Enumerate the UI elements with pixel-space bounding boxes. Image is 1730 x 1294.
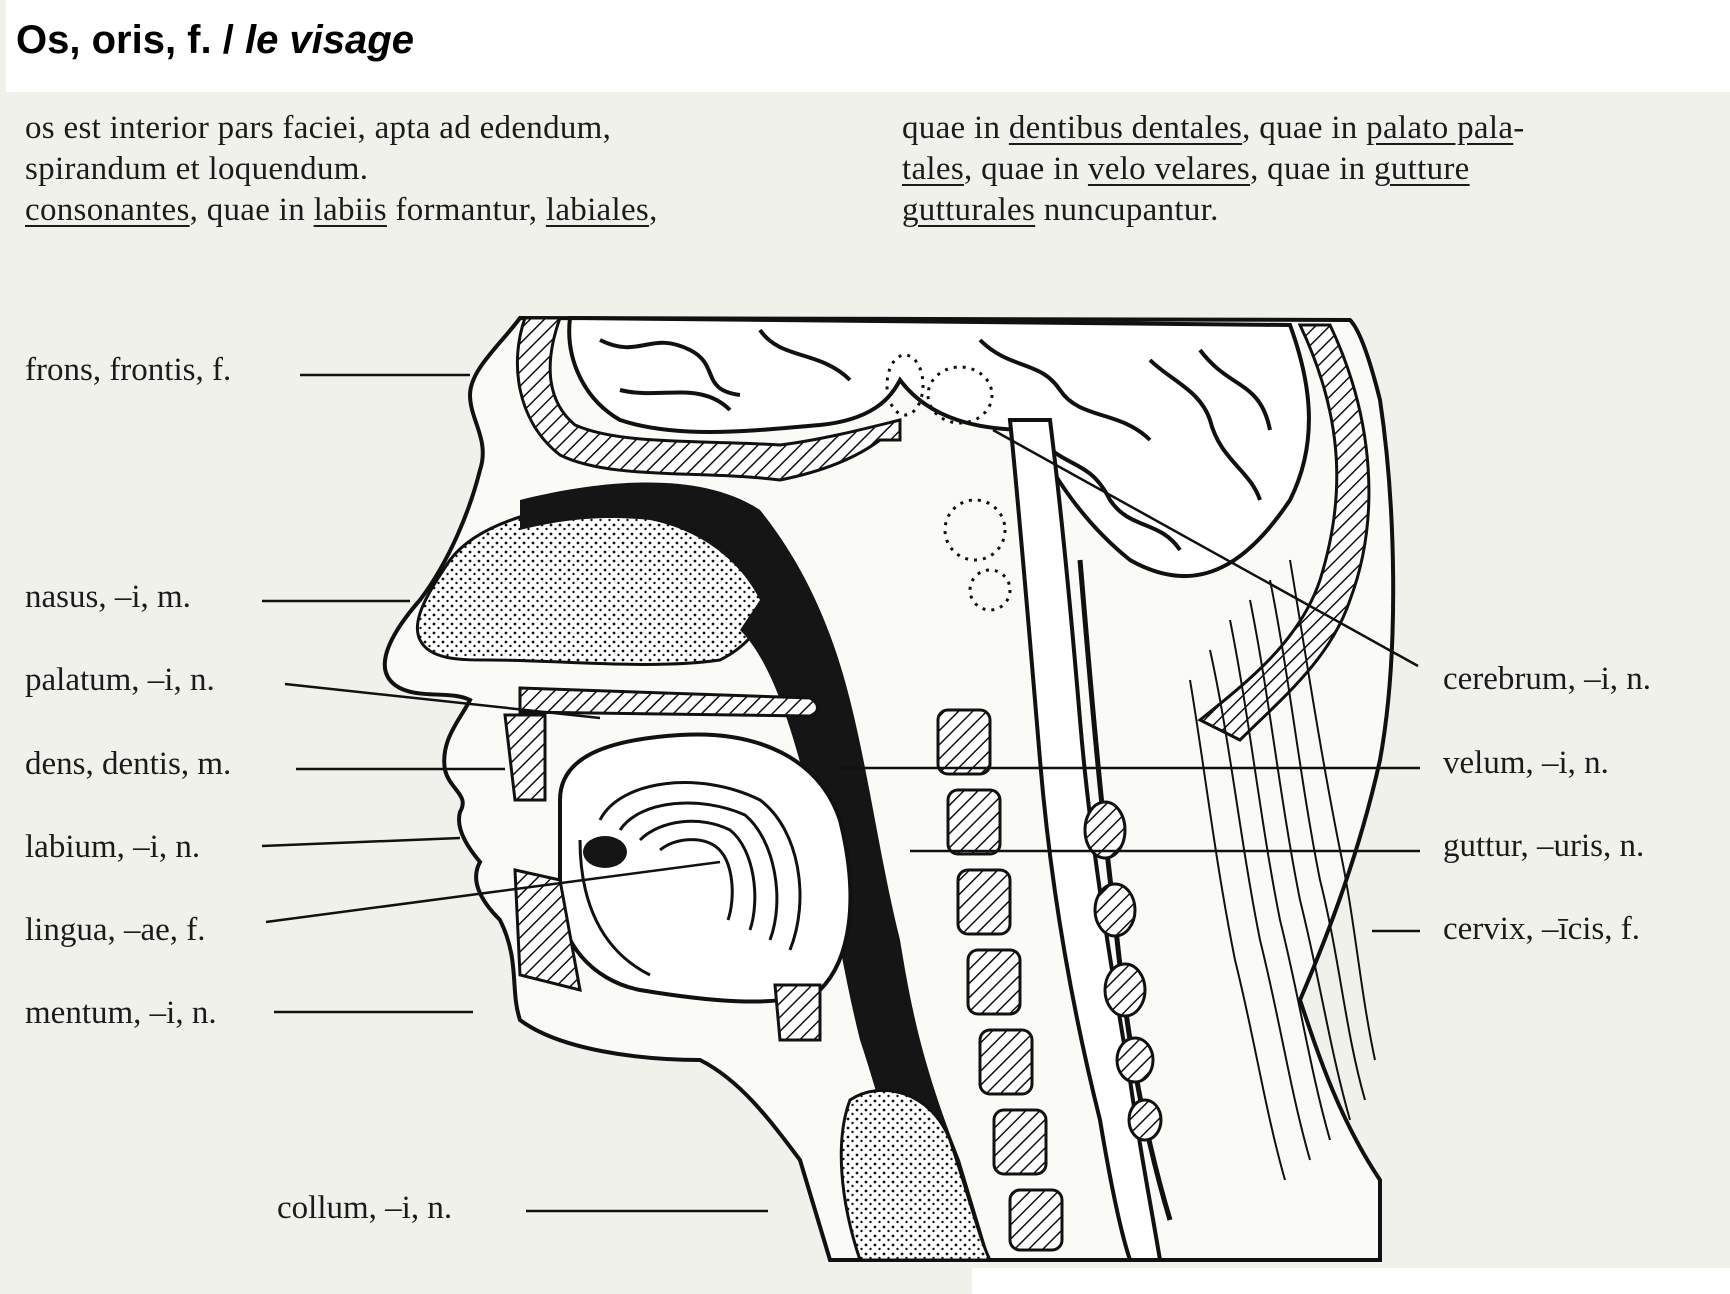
text-fragment: , quae in	[963, 151, 1088, 187]
label-palatum: palatum, –i, n.	[25, 662, 215, 698]
text-fragment: , quae in	[1250, 151, 1375, 187]
label-cervix: cervix, –īcis, f.	[1443, 911, 1641, 947]
label-frons: frons, frontis, f.	[25, 352, 232, 388]
text-fragment: nuncupantur.	[1035, 192, 1219, 228]
label-collum: collum, –i, n.	[277, 1190, 453, 1226]
intro-line-2: spirandum et loquendum.	[25, 151, 369, 187]
label-labium: labium, –i, n.	[25, 829, 201, 865]
title-main: Os, oris, f. /	[16, 18, 245, 62]
term-labiis: labiis	[313, 192, 387, 228]
leader-labium	[262, 838, 460, 846]
text-fragment: -	[1513, 110, 1525, 146]
text-fragment: formantur,	[386, 192, 546, 228]
label-lingua: lingua, –ae, f.	[25, 912, 206, 948]
term-gutturales: gutturales	[902, 192, 1036, 228]
term-tales: tales	[902, 151, 964, 187]
label-nasus: nasus, –i, m.	[25, 579, 191, 615]
tongue-tip	[583, 836, 627, 868]
term-labiales: labiales	[545, 192, 650, 228]
label-guttur: guttur, –uris, n.	[1443, 828, 1645, 864]
label-cerebrum: cerebrum, –i, n.	[1443, 661, 1652, 697]
term-palato-pala: palato pala	[1366, 110, 1514, 146]
tongue	[560, 734, 850, 1001]
text-fragment: ,	[649, 192, 658, 228]
illustration-group	[385, 318, 1393, 1260]
term-dentibus-dentales: dentibus dentales	[1008, 110, 1243, 146]
label-dens: dens, dentis, m.	[25, 746, 232, 782]
text-fragment: quae in	[902, 110, 1009, 146]
label-velum: velum, –i, n.	[1443, 745, 1609, 781]
label-mentum: mentum, –i, n.	[25, 995, 217, 1031]
text-fragment: , quae in	[1242, 110, 1367, 146]
term-consonantes: consonantes	[25, 192, 190, 228]
hyoid-bone	[775, 985, 820, 1040]
title-italic: le visage	[244, 18, 414, 62]
text-fragment: , quae in	[189, 192, 314, 228]
term-gutture: gutture	[1374, 151, 1470, 187]
term-velo-velares: velo velares	[1087, 151, 1251, 187]
intro-line-1: os est interior pars faciei, apta ad edendum,	[25, 110, 612, 146]
page-edge-strip	[972, 1268, 1730, 1294]
